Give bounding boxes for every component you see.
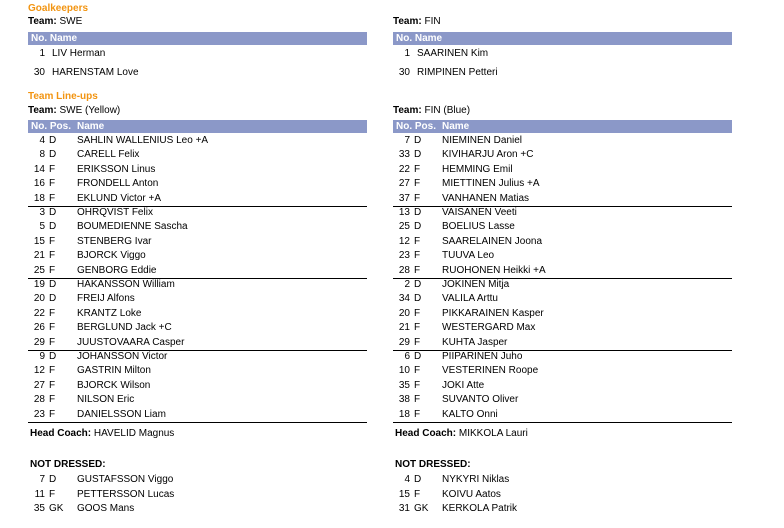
position: GK — [49, 503, 64, 514]
position: GK — [414, 503, 429, 514]
position: D — [414, 474, 422, 485]
jersey-number: 22 — [398, 163, 410, 175]
jersey-number: 26 — [33, 322, 45, 334]
position: D — [49, 351, 57, 362]
player-row — [393, 408, 732, 422]
player-row — [393, 148, 732, 162]
player-name: BJORCK Wilson — [77, 379, 151, 391]
player-name: STENBERG Ivar — [77, 235, 152, 247]
jersey-number: 28 — [398, 264, 410, 276]
player-name: HARENSTAM Love — [52, 67, 139, 78]
player-row — [393, 321, 732, 335]
player-name: GUSTAFSSON Viggo — [77, 474, 174, 485]
jersey-number: 30 — [33, 67, 45, 78]
player-row — [393, 220, 732, 234]
jersey-number: 37 — [398, 192, 410, 204]
player-name: MIETTINEN Julius +A — [442, 178, 540, 190]
position: F — [414, 192, 421, 204]
position: F — [414, 163, 421, 175]
jersey-number: 29 — [398, 336, 410, 348]
jersey-number: 19 — [33, 279, 45, 290]
lineup-team-label: Team: FIN (Blue) — [393, 105, 471, 116]
player-row — [393, 163, 732, 177]
gk-team-label: Team: SWE — [28, 16, 83, 27]
player-row — [393, 134, 732, 148]
player-name: BJORCK Viggo — [77, 250, 146, 262]
position: D — [414, 293, 422, 305]
jersey-number: 10 — [398, 365, 410, 377]
player-row — [28, 321, 367, 335]
player-row — [28, 379, 367, 393]
jersey-number: 33 — [398, 149, 410, 161]
player-name: ERIKSSON Linus — [77, 163, 156, 175]
jersey-number: 25 — [398, 221, 410, 233]
player-row — [28, 336, 367, 350]
player-name: VANHANEN Matias — [442, 192, 530, 204]
jersey-number: 35 — [398, 379, 410, 391]
jersey-number: 38 — [398, 394, 410, 406]
jersey-number: 14 — [33, 163, 45, 175]
not-dressed-row — [28, 488, 367, 502]
jersey-number: 1 — [404, 48, 410, 59]
position: F — [49, 264, 56, 276]
position: F — [49, 178, 56, 190]
player-name: PIIPARINEN Juho — [442, 351, 523, 362]
head-coach: Head Coach: HAVELID Magnus — [30, 428, 175, 439]
player-name: SAARELAINEN Joona — [442, 235, 543, 247]
player-row — [28, 148, 367, 162]
position: F — [414, 264, 421, 276]
jersey-number: 12 — [33, 365, 45, 377]
player-name: JUUSTOVAARA Casper — [77, 336, 185, 348]
jersey-number: 28 — [33, 394, 45, 406]
position: D — [414, 279, 422, 290]
position: D — [49, 135, 57, 146]
position: F — [414, 250, 421, 262]
position: F — [49, 336, 56, 348]
jersey-number: 15 — [398, 488, 410, 500]
gk-table-header: No. Name — [393, 32, 732, 45]
player-name: NILSON Eric — [77, 394, 135, 406]
jersey-number: 6 — [404, 351, 410, 362]
jersey-number: 11 — [34, 488, 45, 500]
lineup-table-header: No. Pos. Name — [28, 120, 367, 133]
position: D — [414, 135, 422, 146]
jersey-number: 30 — [398, 67, 410, 78]
not-dressed-row — [393, 502, 732, 516]
goalkeeper-row — [28, 66, 367, 80]
player-row — [393, 350, 732, 364]
gk-table-header: No. Name — [28, 32, 367, 45]
position: F — [49, 192, 56, 204]
position: F — [414, 307, 421, 319]
player-row — [28, 177, 367, 191]
jersey-number: 20 — [398, 307, 410, 319]
player-name: GASTRIN Milton — [77, 365, 151, 377]
player-row — [28, 350, 367, 364]
player-name: GENBORG Eddie — [77, 264, 157, 276]
player-row — [28, 206, 367, 220]
goalkeepers-heading: Goalkeepers — [28, 3, 89, 14]
player-name: BOUMEDIENNE Sascha — [77, 221, 188, 233]
jersey-number: 7 — [39, 474, 45, 485]
player-name: KOIVU Aatos — [442, 488, 501, 500]
player-name: SAARINEN Kim — [417, 48, 489, 59]
goalkeeper-row — [393, 66, 732, 80]
player-name: RIMPINEN Petteri — [417, 67, 498, 78]
player-name: JOKINEN Mitja — [442, 279, 510, 290]
lineup-table-header: No. Pos. Name — [393, 120, 732, 133]
player-name: NIEMINEN Daniel — [442, 135, 523, 146]
jersey-number: 23 — [398, 250, 410, 262]
player-row — [28, 408, 367, 422]
jersey-number: 4 — [39, 135, 45, 146]
goalkeeper-row — [393, 47, 732, 61]
jersey-number: 22 — [33, 307, 45, 319]
jersey-number: 20 — [33, 293, 45, 305]
position: F — [414, 365, 421, 377]
player-name: DANIELSSON Liam — [77, 408, 166, 420]
player-name: FREIJ Alfons — [77, 293, 135, 305]
player-row — [393, 307, 732, 321]
position: F — [414, 488, 421, 500]
player-name: OHRQVIST Felix — [77, 207, 153, 218]
jersey-number: 12 — [398, 235, 410, 247]
player-name: HAKANSSON William — [77, 279, 175, 290]
jersey-number: 31 — [398, 503, 410, 514]
position: F — [49, 394, 56, 406]
position: F — [49, 365, 56, 377]
position: D — [49, 149, 57, 161]
jersey-number: 18 — [398, 408, 410, 420]
player-row — [28, 134, 367, 148]
not-dressed-row — [28, 473, 367, 487]
player-row — [393, 364, 732, 378]
position: D — [414, 221, 422, 233]
position: F — [414, 322, 421, 334]
player-row — [393, 206, 732, 220]
position: F — [49, 163, 56, 175]
position: F — [49, 235, 56, 247]
player-name: NYKYRI Niklas — [442, 474, 510, 485]
player-name: BERGLUND Jack +C — [77, 322, 172, 334]
player-name: WESTERGARD Max — [442, 322, 536, 334]
jersey-number: 2 — [404, 279, 410, 290]
player-row — [28, 292, 367, 306]
jersey-number: 35 — [33, 503, 45, 514]
player-row — [28, 220, 367, 234]
not-dressed-row — [393, 488, 732, 502]
position: F — [49, 250, 56, 262]
player-row — [393, 393, 732, 407]
position: F — [414, 178, 421, 190]
player-row — [28, 249, 367, 263]
player-name: TUUVA Leo — [442, 250, 495, 262]
player-name: RUOHONEN Heikki +A — [442, 264, 546, 276]
player-name: KRANTZ Loke — [77, 307, 142, 319]
player-row — [393, 264, 732, 278]
player-name: JOHANSSON Victor — [77, 351, 168, 362]
position: D — [49, 279, 57, 290]
player-name: KALTO Onni — [442, 408, 498, 420]
not-dressed-row — [393, 473, 732, 487]
jersey-number: 34 — [398, 293, 410, 305]
player-row — [393, 177, 732, 191]
player-name: KIVIHARJU Aron +C — [442, 149, 534, 161]
player-row — [393, 292, 732, 306]
player-row — [28, 235, 367, 249]
player-name: JOKI Atte — [442, 379, 485, 391]
position: F — [414, 379, 421, 391]
team-lineups-heading: Team Line-ups — [28, 91, 98, 102]
jersey-number: 1 — [39, 48, 45, 59]
player-row — [28, 163, 367, 177]
jersey-number: 21 — [398, 322, 410, 334]
player-row — [393, 192, 732, 206]
player-name: GOOS Mans — [77, 503, 135, 514]
player-name: VAISANEN Veeti — [442, 207, 517, 218]
player-row — [393, 336, 732, 350]
not-dressed-row — [28, 502, 367, 516]
player-name: VALILA Arttu — [442, 293, 498, 305]
jersey-number: 29 — [33, 336, 45, 348]
position: F — [414, 394, 421, 406]
position: F — [414, 235, 421, 247]
player-row — [28, 278, 367, 292]
position: F — [414, 408, 421, 420]
jersey-number: 5 — [39, 221, 45, 233]
position: D — [414, 351, 422, 362]
player-row — [393, 235, 732, 249]
player-name: PETTERSSON Lucas — [77, 488, 175, 500]
not-dressed-heading: NOT DRESSED: — [395, 459, 471, 470]
jersey-number: 4 — [404, 474, 410, 485]
position: F — [49, 322, 56, 334]
player-name: FRONDELL Anton — [77, 178, 159, 190]
position: D — [414, 207, 422, 218]
player-name: CARELL Felix — [77, 149, 140, 161]
position: F — [49, 307, 56, 319]
position: D — [49, 221, 57, 233]
goalkeeper-row — [28, 47, 367, 61]
position: D — [49, 474, 57, 485]
position: D — [49, 293, 57, 305]
player-name: PIKKARAINEN Kasper — [442, 307, 544, 319]
jersey-number: 15 — [33, 235, 45, 247]
jersey-number: 7 — [404, 135, 410, 146]
player-row — [393, 278, 732, 292]
jersey-number: 27 — [33, 379, 45, 391]
jersey-number: 16 — [33, 178, 45, 190]
jersey-number: 9 — [39, 351, 45, 362]
player-name: VESTERINEN Roope — [442, 365, 539, 377]
jersey-number: 8 — [39, 149, 45, 161]
jersey-number: 18 — [33, 192, 45, 204]
jersey-number: 25 — [33, 264, 45, 276]
position: F — [414, 336, 421, 348]
not-dressed-heading: NOT DRESSED: — [30, 459, 106, 470]
position: F — [49, 488, 56, 500]
player-name: KERKOLA Patrik — [442, 503, 518, 514]
player-name: HEMMING Emil — [442, 163, 513, 175]
position: D — [49, 207, 57, 218]
lineup-team-label: Team: SWE (Yellow) — [28, 105, 121, 116]
line-divider — [28, 422, 367, 423]
player-row — [393, 249, 732, 263]
position: D — [414, 149, 422, 161]
jersey-number: 3 — [39, 207, 45, 218]
position: F — [49, 408, 56, 420]
position: F — [49, 379, 56, 391]
jersey-number: 27 — [398, 178, 410, 190]
player-name: KUHTA Jasper — [442, 336, 508, 348]
jersey-number: 21 — [33, 250, 45, 262]
player-name: BOELIUS Lasse — [442, 221, 515, 233]
player-row — [28, 192, 367, 206]
line-divider — [393, 422, 732, 423]
player-name: SAHLIN WALLENIUS Leo +A — [77, 135, 209, 146]
player-row — [28, 393, 367, 407]
jersey-number: 23 — [33, 408, 45, 420]
player-row — [28, 364, 367, 378]
player-name: LIV Herman — [52, 48, 106, 59]
player-row — [28, 264, 367, 278]
head-coach: Head Coach: MIKKOLA Lauri — [395, 428, 528, 439]
player-name: EKLUND Victor +A — [77, 192, 162, 204]
player-row — [393, 379, 732, 393]
gk-team-label: Team: FIN — [393, 16, 441, 27]
jersey-number: 13 — [398, 207, 410, 218]
player-name: SUVANTO Oliver — [442, 394, 519, 406]
player-row — [28, 307, 367, 321]
